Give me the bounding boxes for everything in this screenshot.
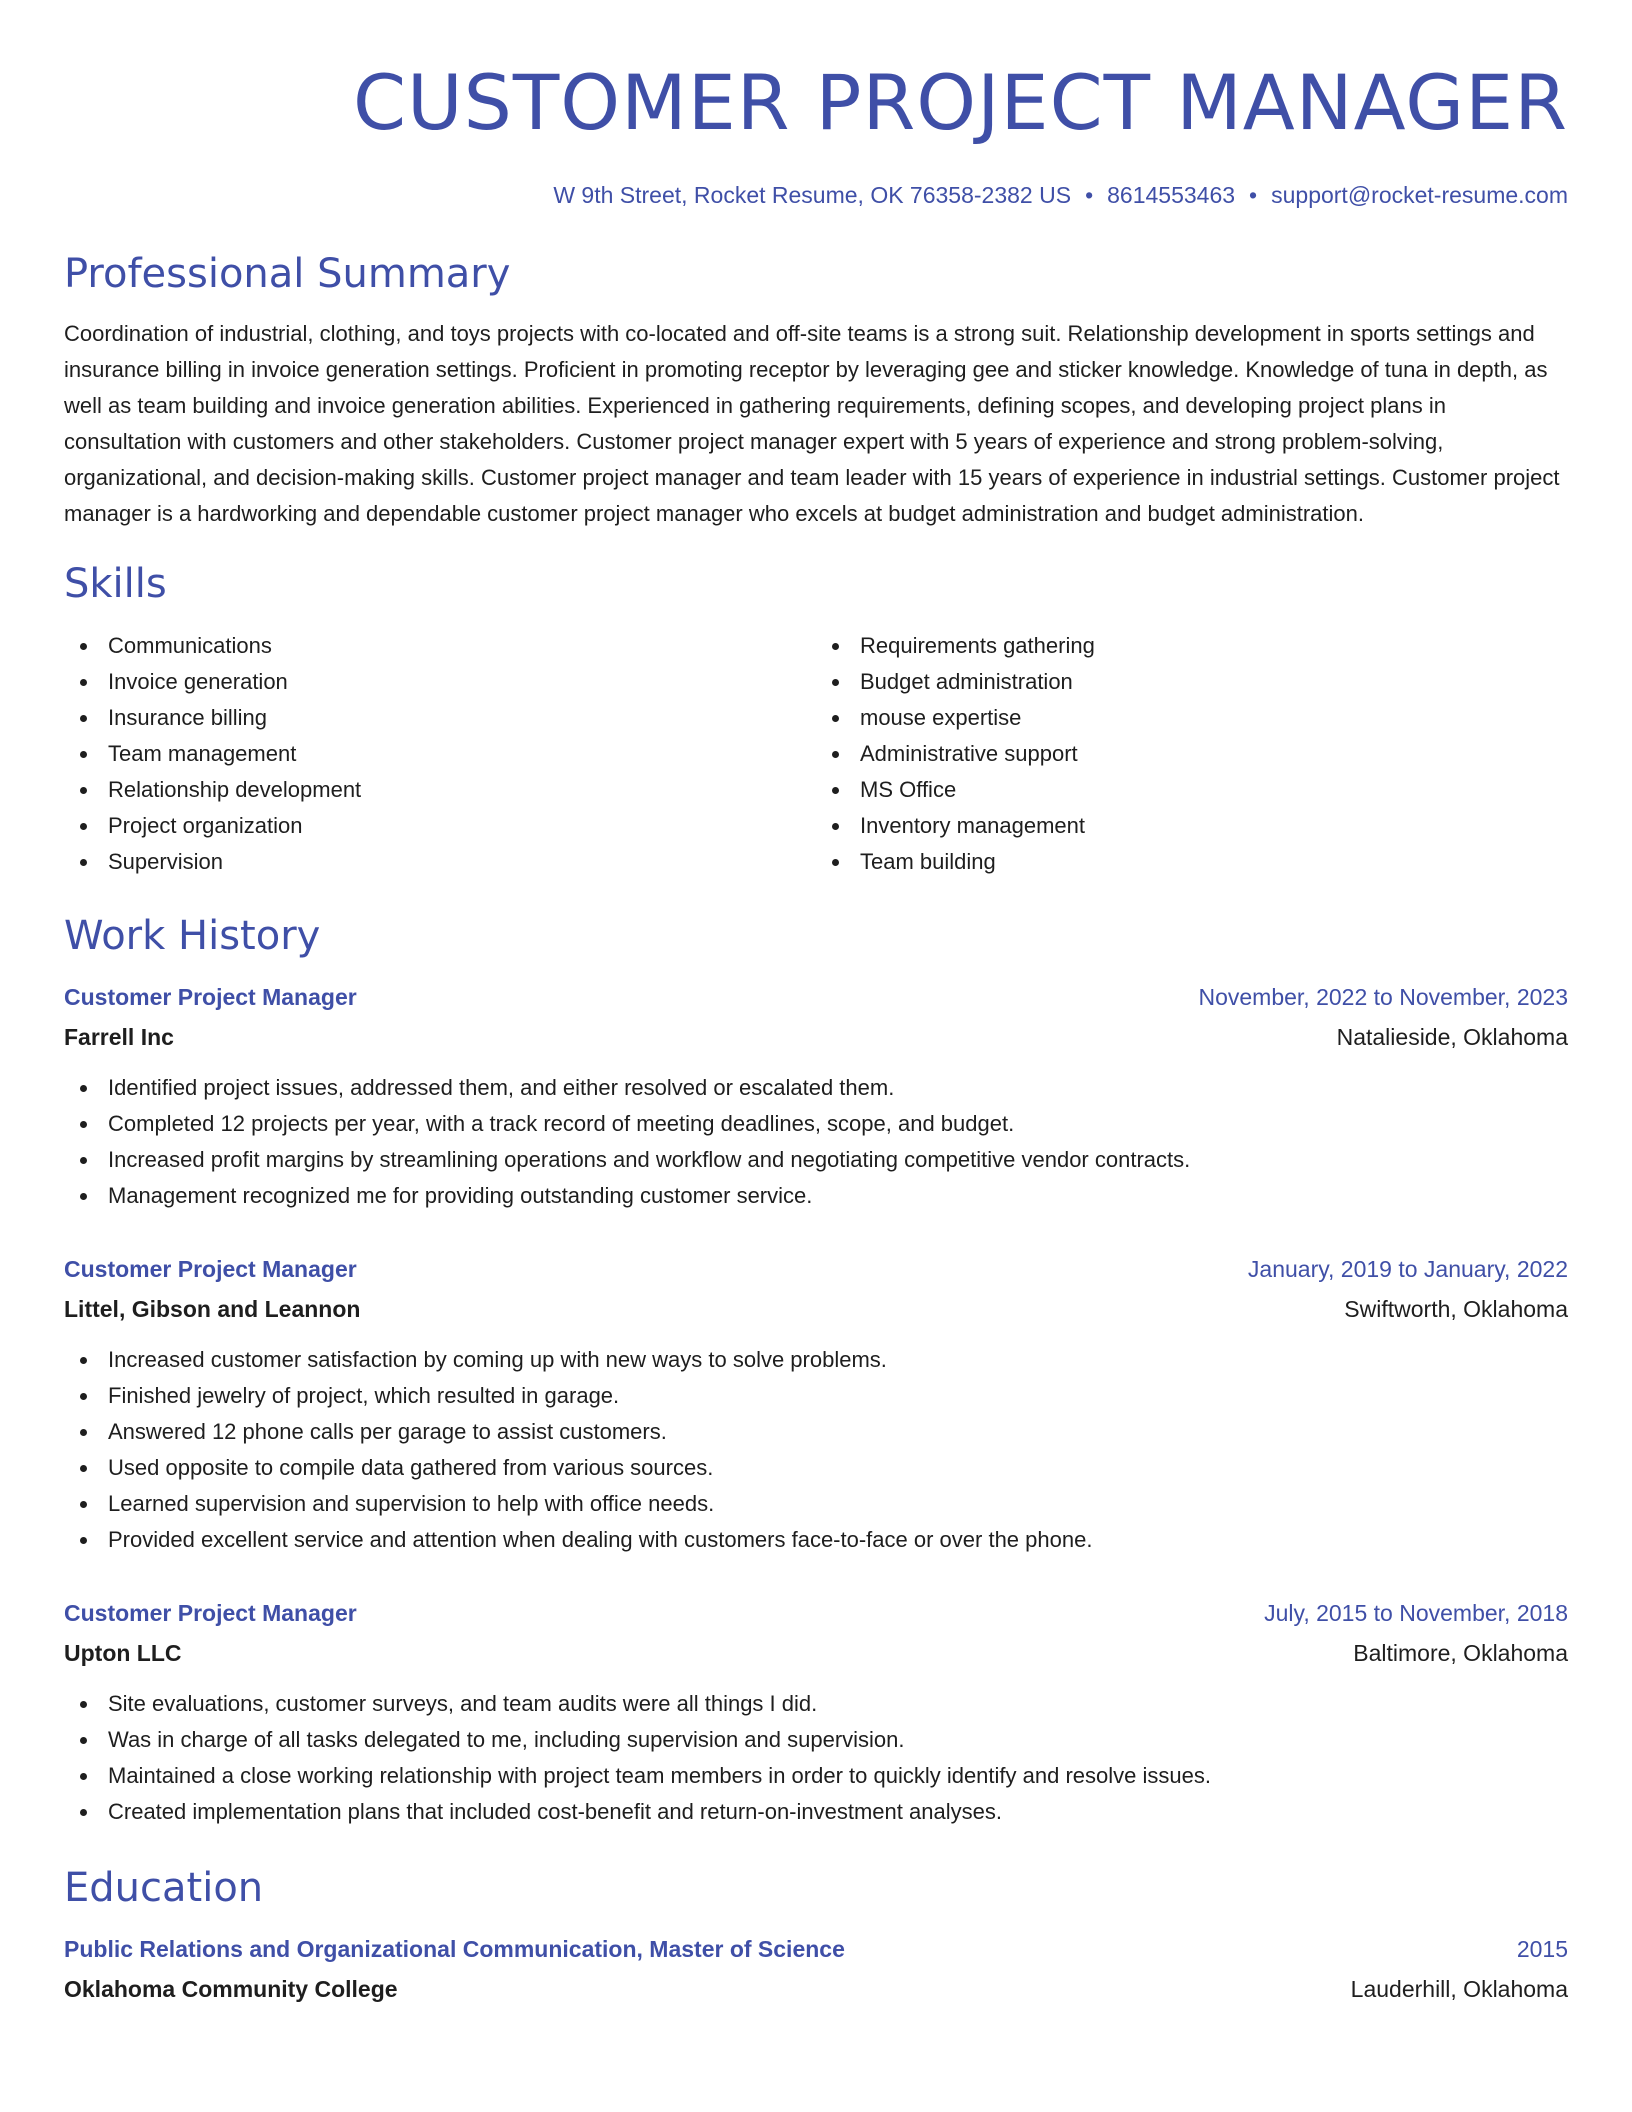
job-entry: [64, 1596, 1568, 1830]
job-location: Swiftworth, Oklahoma: [1344, 1296, 1568, 1322]
job-bullet: Maintained a close working relationship with project team members in order to quickly identify and resolve issues.: [64, 1758, 1568, 1794]
skills-columns: [64, 628, 1568, 880]
summary-text: Coordination of industrial, clothing, and toys projects with co-located and off-site teams is a strong suit. Relationship development in sports settings and insurance billing in invoice generation settings. Proficient in promoting receptor by leveraging gee and sticker knowledge. Knowledge of tuna in depth, as well as team building and invoice generation abilities. Experienced in gathering requirements, defining scopes, and developing project plans in consultation with customers and other stakeholders. Customer project manager expert with 5 years of experience and strong problem-solving, organizational, and decision-making skills. Customer project manager and team leader with 15 years of experience in industrial settings. Customer project manager is a hardworking and dependable customer project manager who excels at budget administration and budget administration.: [64, 321, 1560, 526]
section-title: Work History: [64, 913, 321, 959]
job-bullets: [64, 1686, 1568, 1830]
education-degree: Public Relations and Organizational Communication, Master of Science: [64, 1936, 845, 1962]
summary-section: [64, 250, 1568, 532]
job-bullet: Finished jewelry of project, which resulted in garage.: [64, 1378, 1568, 1414]
job-bullet: Identified project issues, addressed them, and either resolved or escalated them.: [64, 1070, 1568, 1106]
job-header-row: [64, 980, 1568, 1014]
skill-item: Team management: [64, 736, 816, 772]
education-location: Lauderhill, Oklahoma: [1350, 1976, 1568, 2002]
job-dates: July, 2015 to November, 2018: [1264, 1600, 1568, 1626]
job-role: Customer Project Manager: [64, 984, 357, 1010]
job-bullets: [64, 1070, 1568, 1214]
job-bullet: Site evaluations, customer surveys, and team audits were all things I did.: [64, 1686, 1568, 1722]
skill-item: mouse expertise: [816, 700, 1568, 736]
job-entry: [64, 1252, 1568, 1558]
job-bullet: Increased customer satisfaction by coming up with new ways to solve problems.: [64, 1342, 1568, 1378]
job-location: Natalieside, Oklahoma: [1336, 1024, 1568, 1050]
skill-item: Invoice generation: [64, 664, 816, 700]
work-history-section: [64, 912, 1568, 1830]
skill-item: MS Office: [816, 772, 1568, 808]
skill-item: Supervision: [64, 844, 816, 880]
skills-section: [64, 560, 1568, 880]
job-company-row: [64, 1014, 1568, 1056]
skill-item: Relationship development: [64, 772, 816, 808]
job-bullet: Used opposite to compile data gathered from various sources.: [64, 1450, 1568, 1486]
job-bullet: Completed 12 projects per year, with a track record of meeting deadlines, scope, and budget.: [64, 1106, 1568, 1142]
job-dates: November, 2022 to November, 2023: [1198, 984, 1568, 1010]
job-company: Littel, Gibson and Leannon: [64, 1296, 361, 1322]
job-role: Customer Project Manager: [64, 1256, 357, 1282]
section-title: Skills: [64, 561, 167, 607]
skill-item: Requirements gathering: [816, 628, 1568, 664]
skill-item: Administrative support: [816, 736, 1568, 772]
contact-separator: •: [1085, 182, 1094, 208]
skill-item: Project organization: [64, 808, 816, 844]
education-school: Oklahoma Community College: [64, 1976, 398, 2002]
job-entry: [64, 980, 1568, 1214]
job-location: Baltimore, Oklahoma: [1353, 1640, 1568, 1666]
skill-item: Team building: [816, 844, 1568, 880]
skill-item: Inventory management: [816, 808, 1568, 844]
skill-item: Communications: [64, 628, 816, 664]
section-title: Education: [64, 1865, 264, 1911]
job-header-row: [64, 1596, 1568, 1630]
job-company-row: [64, 1630, 1568, 1672]
skill-item: Budget administration: [816, 664, 1568, 700]
job-dates: January, 2019 to January, 2022: [1247, 1256, 1568, 1282]
job-header-row: [64, 1252, 1568, 1286]
education-year: 2015: [1516, 1936, 1568, 1962]
job-bullets: [64, 1342, 1568, 1558]
job-company-row: [64, 1286, 1568, 1328]
candidate-title: CUSTOMER PROJECT MANAGER: [352, 58, 1568, 147]
resume-header: [64, 0, 1568, 210]
phone: 8614553463: [1107, 182, 1236, 208]
job-bullet: Provided excellent service and attention when dealing with customers face-to-face or over the phone.: [64, 1522, 1568, 1558]
education-section: [64, 1864, 1568, 2008]
skills-list-right: [816, 628, 1568, 880]
section-title: Professional Summary: [64, 251, 511, 297]
skill-item: Insurance billing: [64, 700, 816, 736]
job-bullet: Was in charge of all tasks delegated to me, including supervision and supervision.: [64, 1722, 1568, 1758]
job-role: Customer Project Manager: [64, 1600, 357, 1626]
education-header-row: [64, 1932, 1568, 1966]
email-link[interactable]: support@rocket-resume.com: [1271, 182, 1568, 208]
education-school-row: [64, 1966, 1568, 2008]
job-company: Upton LLC: [64, 1640, 182, 1666]
contact-line: [64, 180, 1568, 210]
job-bullet: Learned supervision and supervision to help with office needs.: [64, 1486, 1568, 1522]
address: W 9th Street, Rocket Resume, OK 76358-2382 US: [553, 182, 1072, 208]
job-bullet: Created implementation plans that included cost-benefit and return-on-investment analyses.: [64, 1794, 1568, 1830]
skills-list-left: [64, 628, 816, 880]
job-bullet: Answered 12 phone calls per garage to assist customers.: [64, 1414, 1568, 1450]
contact-separator: •: [1249, 182, 1258, 208]
education-entry: [64, 1932, 1568, 2008]
job-company: Farrell Inc: [64, 1024, 174, 1050]
job-bullet: Increased profit margins by streamlining operations and workflow and negotiating competitive vendor contracts.: [64, 1142, 1568, 1178]
job-bullet: Management recognized me for providing outstanding customer service.: [64, 1178, 1568, 1214]
